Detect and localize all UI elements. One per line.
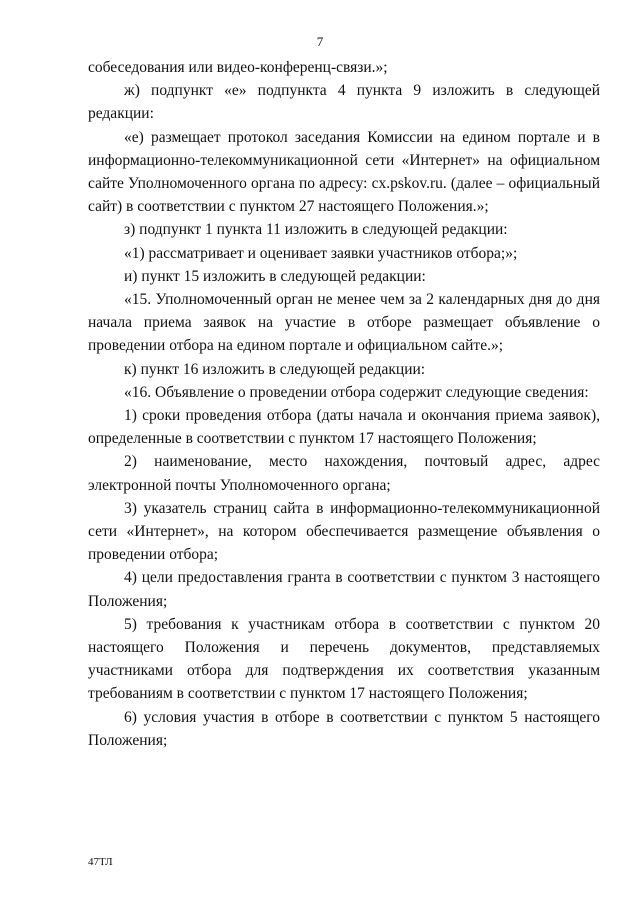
list-item: 6) условия участия в отборе в соответствии с пунктом 5 настоящего Положения; (88, 708, 600, 749)
paragraph: «1) рассматривает и оценивает заявки участников отбора;»; (124, 244, 518, 262)
paragraph: и) пункт 15 изложить в следующей редакции: (124, 267, 426, 285)
list-item: 3) указатель страниц сайта в информационно-телекоммуникационной сети «Интернет», на котором обеспечивается размещение объявления о проведении отбора; (88, 499, 600, 564)
footer-code: 47ТЛ (88, 856, 113, 868)
page-number: 7 (316, 34, 324, 49)
list-item: 2) наименование, место нахождения, почтовый адрес, адрес электронной почты Уполномоченного органа; (88, 453, 600, 494)
list-item: 1) сроки проведения отбора (даты начала и окончания приема заявок), определенные в соответствии с пунктом 17 настоящего Положения; (88, 407, 600, 448)
list-item: 4) цели предоставления гранта в соответствии с пунктом 3 настоящего Положения; (88, 569, 600, 610)
paragraph: к) пункт 16 изложить в следующей редакции: (124, 360, 426, 378)
paragraph: «16. Объявление о проведении отбора содержит следующие сведения: (124, 383, 589, 401)
document-body (88, 56, 600, 752)
paragraph: ж) подпункт «е» подпункта 4 пункта 9 изложить в следующей редакции: (88, 82, 600, 123)
paragraph: собеседования или видео-конференц-связи.»; (88, 59, 388, 76)
paragraph: з) подпункт 1 пункта 11 изложить в следующей редакции: (124, 221, 508, 239)
paragraph: «15. Уполномоченный орган не менее чем за 2 календарных дня до дня начала приема заявок на участие в отборе размещает объявление о проведении отбора на едином портале и официальном сайте.»; (88, 291, 600, 355)
paragraph: «е) размещает протокол заседания Комиссии на едином портале и в информационно-телекоммуникационной сети «Интернет» на официальном сайте Уполномоченного органа по адресу: cx.pskov.ru. (далее – официальный сайт) в соответствии с пунктом 27 настоящего Положения.»; (88, 128, 600, 216)
list-item: 5) требования к участникам отбора в соответствии с пунктом 20 настоящего Положения и перечень документов, представляемых участниками отбора для подтверждения их соответствия указанным требованиям в соответствии с пунктом 17 настоящего Положения; (88, 615, 600, 703)
